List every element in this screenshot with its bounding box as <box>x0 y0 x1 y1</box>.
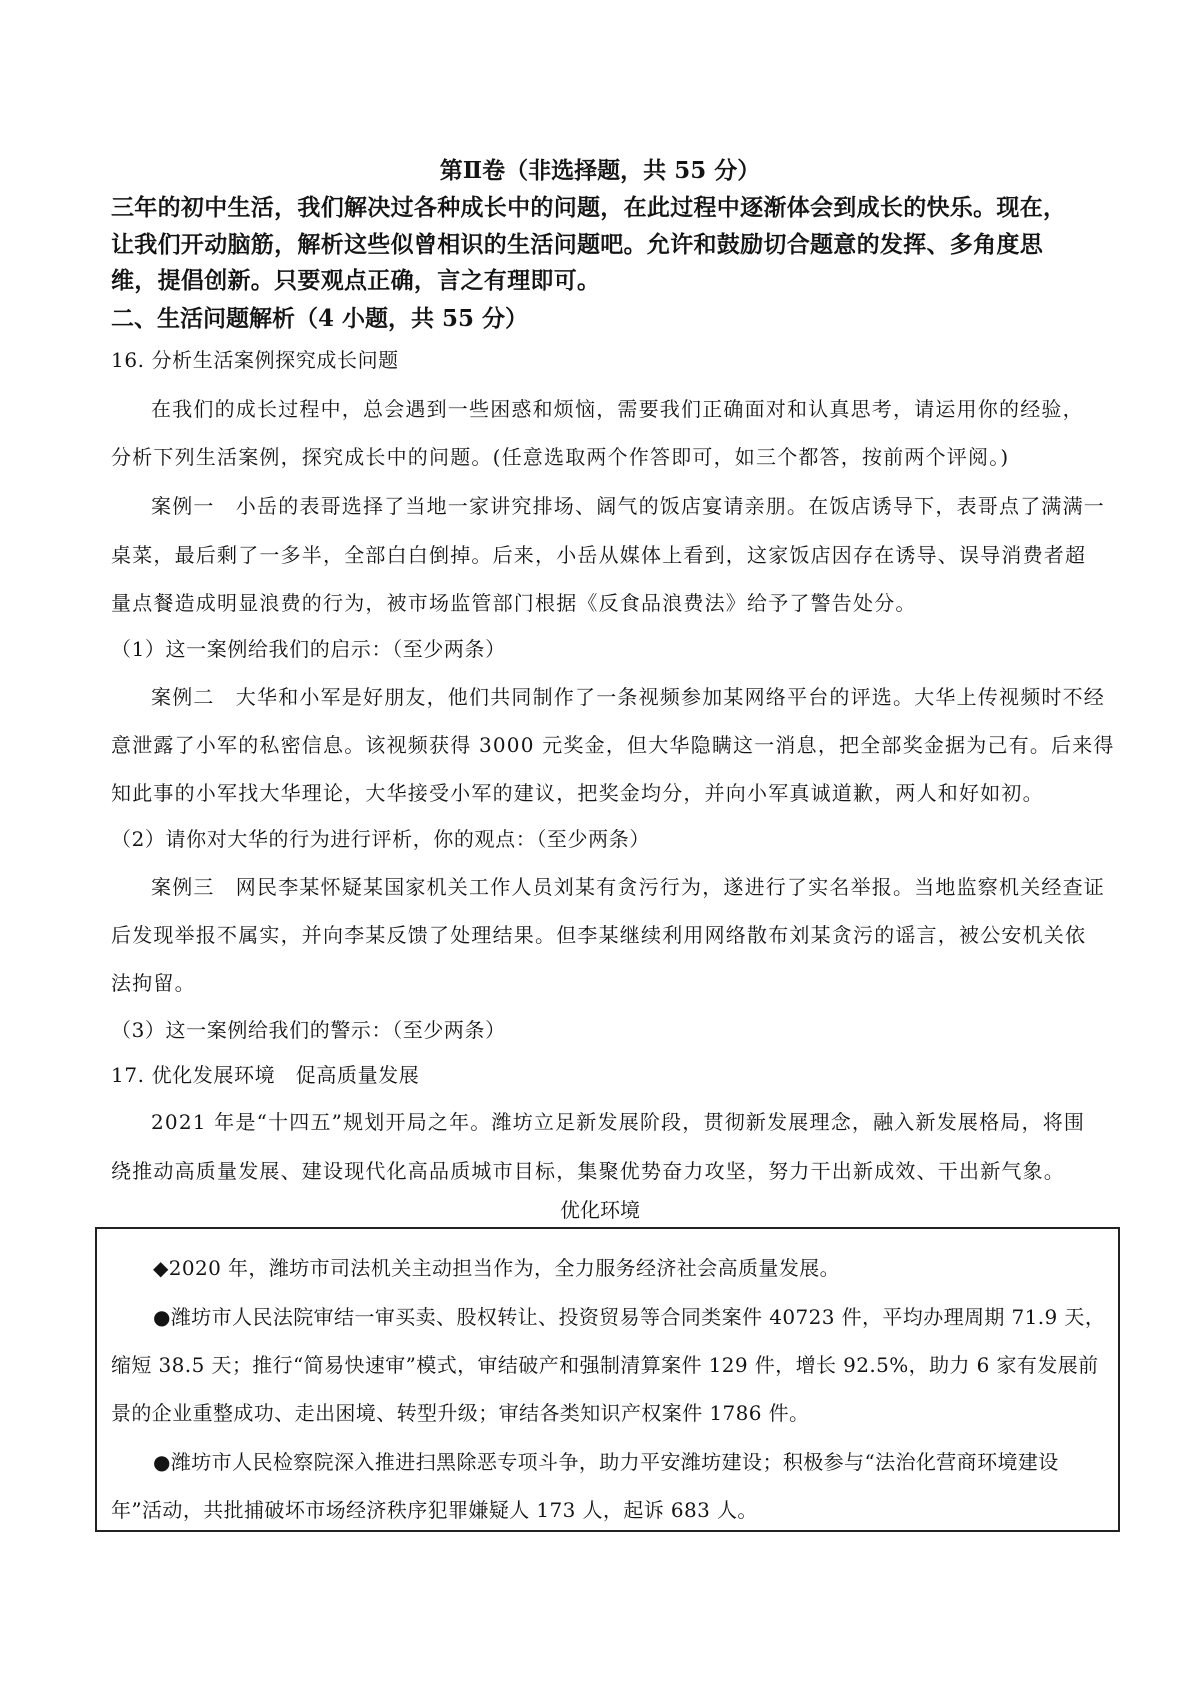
case-one-line-2: 桌菜，最后剩了一多半，全部白白倒掉。后来，小岳从媒体上看到，这家饭店因存在诱导、误导消费者超 <box>111 543 1087 567</box>
case-two-line-1: 案例二 大华和小军是好朋友，他们共同制作了一条视频参加某网络平台的评选。大华上传视频时不经 <box>151 685 1105 709</box>
q17-lead-line-1: 2021 年是“十四五”规划开局之年。潍坊立足新发展阶段，贯彻新发展理念，融入新发展格局，将围 <box>151 1110 1086 1134</box>
intro-line-1: 三年的初中生活，我们解决过各种成长中的问题，在此过程中逐渐体会到成长的快乐。现在， <box>111 194 1067 221</box>
question-16-1: （1）这一案例给我们的启示：（至少两条） <box>111 637 506 661</box>
case-two-line-2: 意泄露了小军的私密信息。该视频获得 3000 元奖金，但大华隐瞒这一消息，把全部奖金据为己有。后来得 <box>111 733 1115 757</box>
box-line-1: ◆2020 年，潍坊市司法机关主动担当作为，全力服务经济社会高质量发展。 <box>153 1256 841 1280</box>
case-one-line-1: 案例一 小岳的表哥选择了当地一家讲究排场、阔气的饭店宴请亲朋。在饭店诱导下，表哥点了满满一 <box>151 494 1105 518</box>
case-three-line-1: 案例三 网民李某怀疑某国家机关工作人员刘某有贪污行为，遂进行了实名举报。当地监察机关经查证 <box>151 875 1105 899</box>
question-16-2: （2）请你对大华的行为进行评析，你的观点：（至少两条） <box>111 827 650 851</box>
box-line-2: ●潍坊市人民法院审结一审买卖、股权转让、投资贸易等合同类案件 40723 件，平均办理周期 71.9 天， <box>153 1305 1106 1329</box>
intro-line-2: 让我们开动脑筋，解析这些似曾相识的生活问题吧。允许和鼓励切合题意的发挥、多角度思 <box>111 231 1043 258</box>
box-line-4: 景的企业重整成功、走出困境、转型升级；审结各类知识产权案件 1786 件。 <box>111 1401 810 1425</box>
box-title: 优化环境 <box>560 1198 640 1222</box>
case-three-line-3: 法拘留。 <box>111 971 196 995</box>
q16-lead-line-1: 在我们的成长过程中，总会遇到一些困惑和烦恼，需要我们正确面对和认真思考，请运用你的经验， <box>151 397 1084 421</box>
case-two-line-3: 知此事的小军找大华理论，大华接受小军的建议，把奖金均分，并向小军真诚道歉，两人和好如初。 <box>111 781 1044 805</box>
question-17-title: 17. 优化发展环境 促高质量发展 <box>111 1063 420 1087</box>
section-title: 第Ⅱ卷（非选择题，共 55 分） <box>439 157 761 184</box>
box-line-6: 年”活动，共批捕破坏市场经济秩序犯罪嫌疑人 173 人，起诉 683 人。 <box>111 1498 758 1522</box>
intro-line-3: 维，提倡创新。只要观点正确，言之有理即可。 <box>111 267 601 294</box>
box-line-5: ●潍坊市人民检察院深入推进扫黑除恶专项斗争，助力平安潍坊建设；积极参与“法治化营商环境建设 <box>153 1450 1059 1474</box>
question-16-3: （3）这一案例给我们的警示：（至少两条） <box>111 1018 506 1042</box>
box-line-3: 缩短 38.5 天；推行“简易快速审”模式，审结破产和强制清算案件 129 件，增长 92.5%，助力 6 家有发展前 <box>111 1353 1099 1377</box>
q17-lead-line-2: 绕推动高质量发展、建设现代化高品质城市目标，集聚优势奋力攻坚，努力干出新成效、干出新气象。 <box>111 1159 1065 1183</box>
part-two-title: 二、生活问题解析（4 小题，共 55 分） <box>111 305 529 332</box>
question-16-title: 16. 分析生活案例探究成长问题 <box>111 348 399 372</box>
case-one-line-3: 量点餐造成明显浪费的行为，被市场监管部门根据《反食品浪费法》给予了警告处分。 <box>111 591 917 615</box>
q16-lead-line-2: 分析下列生活案例，探究成长中的问题。(任意选取两个作答即可，如三个都答，按前两个评阅。) <box>111 445 1010 469</box>
case-three-line-2: 后发现举报不属实，并向李某反馈了处理结果。但李某继续利用网络散布刘某贪污的谣言，被公安机关依 <box>111 923 1087 947</box>
material-box <box>95 1227 1120 1532</box>
